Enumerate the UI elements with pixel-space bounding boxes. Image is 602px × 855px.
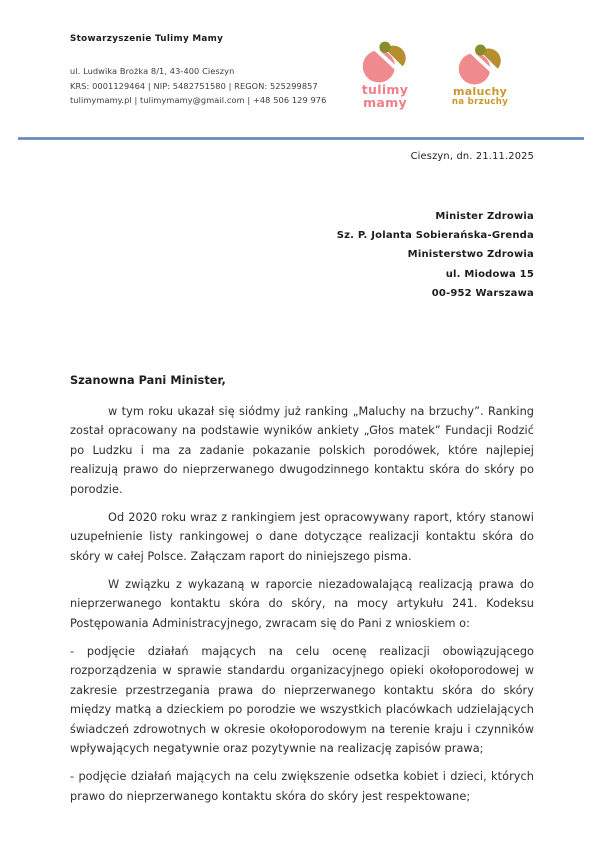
recipient-block — [337, 207, 534, 303]
maluchy-na-brzuchy-logo — [448, 44, 512, 108]
logo-word-mamy: mamy — [363, 94, 407, 110]
org-street: ul. Ludwika Brożka 8/1, 43-400 Cieszyn — [70, 66, 235, 76]
paragraph-ranking: w tym roku ukazał się siódmy już ranking „Maluchy na brzuchy”. Ranking został opracowany na podstawie wyników ankiety „Głos matek” Fundacji Rodzić po Ludzku i ma za zadanie pokazanie polskich porodówek, które najlepiej realizują prawo do nieprzerwanego dwugodzinnego kontaktu skóra do skóry po porodzie. — [70, 404, 534, 496]
logo-word-na-brzuchy: na brzuchy — [451, 97, 509, 107]
paragraph-report: Od 2020 roku wraz z rankingiem jest opracowywany raport, który stanowi uzupełnienie listy rankingowej o dane dotyczące realizacji kontaktu skóra do skóry w całej Polsce. Załączam raport do niniejszego pisma. — [70, 510, 534, 563]
org-name: Stowarzyszenie Tulimy Mamy — [70, 34, 224, 44]
org-registry: KRS: 0001129464 | NIP: 5482751580 | REGON: 525299857 — [70, 80, 318, 91]
org-contact: tulimymamy.pl | tulimymamy@gmail.com | +48 506 129 976 — [70, 95, 327, 106]
request-item: - podjęcie działań mających na celu ocenę realizacji obowiązującego rozporządzenia w sprawie standardu organizacyjnego opieki okołoporodowej w zakresie przestrzegania prawa do nieprzerwanego kontaktu skóra do skóry między matką a dzieckiem po porodzie we wszystkich placówkach udzielających świadczeń zdrowotnych w okresie okołoporodowym na terenie kraju i czynników wpływających negatywnie oraz pozytywnie na realizację zapisów prawa; — [70, 644, 534, 755]
request-item: - podjęcie działań mających na celu zwiększenie odsetka kobiet i dzieci, których prawo do nieprzerwanego kontaktu skóra do skóry jest respektowane; — [70, 770, 534, 803]
mother-baby-icon — [362, 41, 408, 84]
logo-word-tulimy: tulimy — [361, 82, 409, 97]
logo-word-maluchy: maluchy — [452, 85, 508, 98]
recipient-line: ul. Miodowa 15 — [445, 268, 534, 280]
mother-baby-icon — [458, 44, 503, 86]
recipient-line: 00-952 Warszawa — [431, 287, 534, 299]
recipient-line: Ministerstwo Zdrowia — [407, 249, 534, 261]
org-address-block — [70, 64, 326, 108]
letter-body — [70, 371, 534, 806]
paragraph-request-intro: W związku z wykazaną w raporcie niezadowalającą realizacją prawa do nieprzerwanego kontaktu skóra do skóry, na mocy artykułu 241. Kodeksu Postępowania Administracyjnego, zwracam się do Pani z wnioskiem o: — [70, 577, 534, 630]
dateline: Cieszyn, dn. 21.11.2025 — [410, 151, 534, 162]
tulimy-mamy-logo — [357, 41, 413, 109]
recipient-line: Minister Zdrowia — [435, 211, 534, 222]
header-divider-rule — [18, 137, 584, 140]
recipient-line: Sz. P. Jolanta Sobierańska-Grenda — [336, 230, 534, 242]
salutation: Szanowna Pani Minister, — [70, 374, 226, 387]
